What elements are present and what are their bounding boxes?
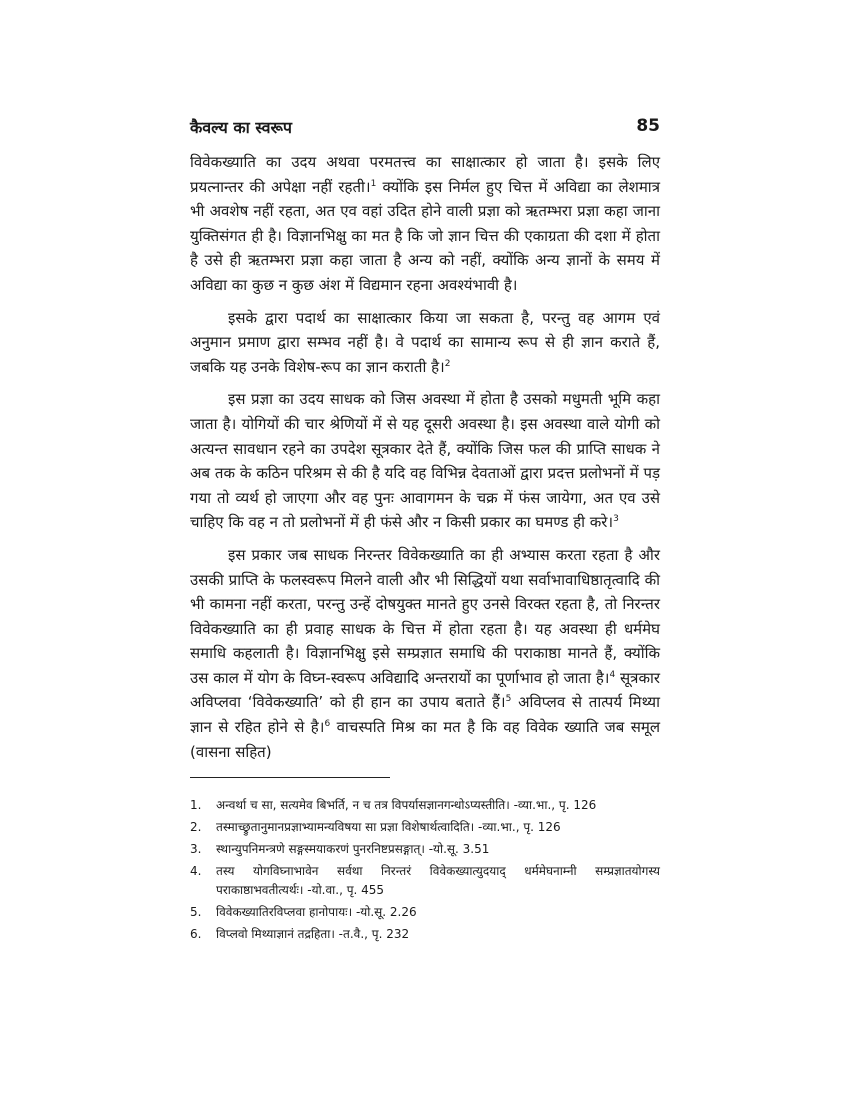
footnote-text: अन्वर्था च सा, सत्यमेव बिभर्ति, न च तत्र विपर्यासज्ञानगन्धोऽप्यस्तीति। -व्या.भा., पृ. 126 <box>216 798 597 812</box>
page-number: 85 <box>636 116 660 136</box>
footnote-divider <box>190 777 390 778</box>
footnote-3 <box>190 840 660 859</box>
paragraph-text: इसके द्वारा पदार्थ का साक्षात्कार किया जा सकता है, परन्तु वह आगम एवं अनुमान प्रमाण द्वारा सम्भव नहीं है। वे पदार्थ का सामान्य रूप से ही ज्ञान कराते हैं, जबकि यह उनके विशेष-रूप का ज्ञान कराती है। <box>190 308 660 376</box>
footnote-ref: 5 <box>505 694 512 705</box>
footnote-number: 4. <box>190 864 202 878</box>
footnote-text: स्थान्युपनिमन्त्रणे सङ्गस्मयाकरणं पुनरनिष्टप्रसङ्गात्। -यो.सू. 3.51 <box>216 842 490 856</box>
paragraph-text: इस प्रकार जब साधक निरन्तर विवेकख्याति का ही अभ्यास करता रहता है और उसकी प्राप्ति के फलस्वरूप मिलने वाली और भी सिद्धियों यथा सर्वाभावाधिष्ठातृत्वादि की भी कामना नहीं करता, परन्तु उन्हें दोषयुक्त मानते हुए उनसे विरक्त रहता है, तो निरन्तर विवेकख्याति का ही प्रवाह साधक के चित्त में होता रहता है। यह अवस्था ही धर्ममेघ समाधि कहलाती है। विज्ञानभिक्षु इसे सम्प्रज्ञात समाधि की पराकाष्ठा मानते हैं, क्योंकि उस काल में योग के विघ्न-स्वरूप अविद्यादि अन्तरायों का पूर्णाभाव हो जाता है। <box>190 545 660 687</box>
paragraph-text: वाचस्पति मिश्र का मत है कि वह विवेक ख्याति जब समूल (वासना सहित) <box>190 718 661 761</box>
footnote-ref: 4 <box>609 669 616 680</box>
body-text <box>190 150 660 772</box>
paragraph-1 <box>190 150 660 298</box>
footnote-text: विवेकख्यातिरविप्लवा हानोपायः। -यो.सू. 2.26 <box>216 905 417 919</box>
footnote-text: तस्य योगविघ्नाभावेन सर्वथा निरन्तरं विवेकख्यात्युदयाद् धर्ममेघनाम्नी सम्प्रज्ञातयोगस्य पराकाष्ठाभवतीत्यर्थः। -यो.वा., पृ. 455 <box>216 864 660 897</box>
footnote-number: 2. <box>190 820 202 834</box>
footnote-ref: 1 <box>370 178 377 189</box>
paragraph-text: इस प्रज्ञा का उदय साधक को जिस अवस्था में होता है उसको मधुमती भूमि कहा जाता है। योगियों की चार श्रेणियों में से यह दूसरी अवस्था है। इस अवस्था वाले योगी को अत्यन्त सावधान रहने का उपदेश सूत्रकार देते हैं, क्योंकि जिस फल की प्राप्ति साधक ने अब तक के कठिन परिश्रम से की है यदि वह विभिन्न देवताओं द्वारा प्रदत्त प्रलोभनों में पड़ गया तो व्यर्थ हो जाएगा और वह पुनः आवागमन के चक्र में फंस जायेगा, अत एव उसे चाहिए कि वह न तो प्रलोभनों में ही फंसे और न किसी प्रकार का घमण्ड ही करे। <box>190 390 660 532</box>
footnote-2 <box>190 818 660 837</box>
footnote-ref: 2 <box>444 358 451 369</box>
chapter-title: कैवल्य का स्वरूप <box>190 118 292 137</box>
paragraph-text: क्योंकि इस निर्मल हुए चित्त में अविद्या का लेशमात्र भी अवशेष नहीं रहता, अत एव वहां उदित होने वाली प्रज्ञा को ऋतम्भरा प्रज्ञा कहा जाना युक्तिसंगत ही है। विज्ञानभिक्षु का मत है कि जो ज्ञान चित्त की एकाग्रता की दशा में होता है उसे ही ऋतम्भरा प्रज्ञा कहा जाता है अन्य को नहीं, क्योंकि अन्य ज्ञानों के समय में अविद्या का कुछ न कुछ अंश में विद्यमान रहना अवश्यंभावी है। <box>190 177 660 294</box>
footnote-4 <box>190 862 660 900</box>
paragraph-3 <box>190 387 660 535</box>
paragraph-2 <box>190 306 660 380</box>
footnote-1 <box>190 796 660 815</box>
footnote-ref: 6 <box>324 719 331 730</box>
paragraph-text: अविप्लव से तात्पर्य मिथ्या ज्ञान से रहित होने से है। <box>190 693 660 737</box>
footnote-number: 1. <box>190 798 202 812</box>
footnote-5 <box>190 903 660 922</box>
footnotes-list <box>190 796 660 947</box>
footnote-text: विप्लवो मिथ्याज्ञानं तद्रहिता। -त.वै., पृ. 232 <box>216 927 410 941</box>
footnote-number: 6. <box>190 927 202 941</box>
paragraph-text: विवेकख्याति का उदय अथवा परमतत्त्व का साक्षात्कार हो जाता है। इसके लिए प्रयत्नान्तर की अपेक्षा नहीं रहती। <box>190 153 660 196</box>
footnote-number: 3. <box>190 842 202 856</box>
running-head <box>190 116 660 142</box>
footnote-text: तस्माच्छ्रुतानुमानप्रज्ञाभ्यामन्यविषया सा प्रज्ञा विशेषार्थत्वादिति। -व्या.भा., पृ. 126 <box>216 820 561 834</box>
footnote-number: 5. <box>190 905 202 919</box>
paragraph-4 <box>190 543 660 764</box>
footnote-6 <box>190 925 660 944</box>
paragraph-text: सूत्रकार अविप्लवा ‘विवेकख्याति’ को ही हान का उपाय बताते हैं। <box>190 668 660 712</box>
footnote-ref: 3 <box>613 514 619 525</box>
